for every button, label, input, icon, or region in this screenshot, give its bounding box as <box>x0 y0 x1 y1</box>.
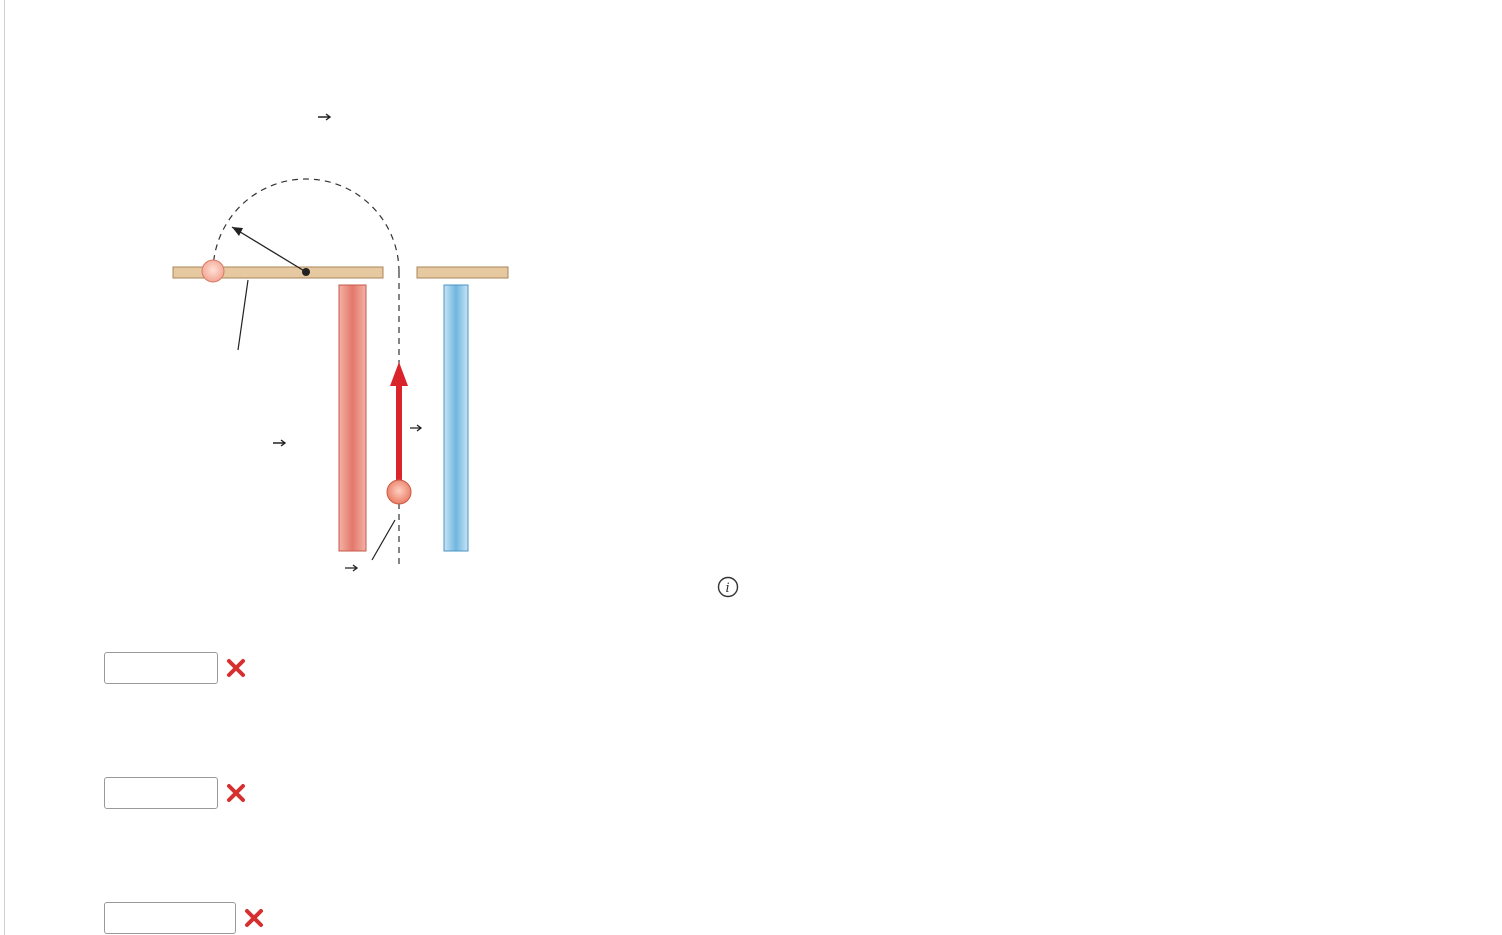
info-icon[interactable] <box>717 576 739 598</box>
center-dot <box>302 268 310 276</box>
charge-at-p <box>202 260 224 282</box>
v-vector-arrow <box>410 425 421 431</box>
mass-spectrometer-figure <box>140 108 520 598</box>
e-pointer-line <box>372 520 395 560</box>
bin-vector-arrow <box>273 440 285 446</box>
page-left-border <box>4 0 5 935</box>
plate-pointer-line <box>238 280 248 350</box>
top-plate-right <box>417 267 508 278</box>
question-b-answer-row <box>104 776 246 810</box>
radius-arrowhead <box>232 227 243 236</box>
question-a-answer-input[interactable] <box>104 652 218 684</box>
velocity-arrowhead <box>390 362 408 386</box>
question-c-answer-input[interactable] <box>104 902 236 934</box>
negative-plate <box>444 285 468 551</box>
radius-line <box>232 227 306 272</box>
svg-text:i: i <box>725 581 730 596</box>
question-a-answer-row <box>104 651 246 685</box>
b0-vector-arrow <box>318 114 330 120</box>
figure-svg <box>140 108 520 598</box>
charge-q <box>387 480 411 504</box>
e-vector-arrow <box>345 565 357 571</box>
incorrect-x-icon <box>244 908 264 928</box>
question-b-answer-input[interactable] <box>104 777 218 809</box>
particle-path-semicircle <box>213 179 399 272</box>
question-c-answer-row <box>104 901 264 935</box>
incorrect-x-icon <box>226 783 246 803</box>
positive-plate <box>339 285 366 551</box>
incorrect-x-icon <box>226 658 246 678</box>
